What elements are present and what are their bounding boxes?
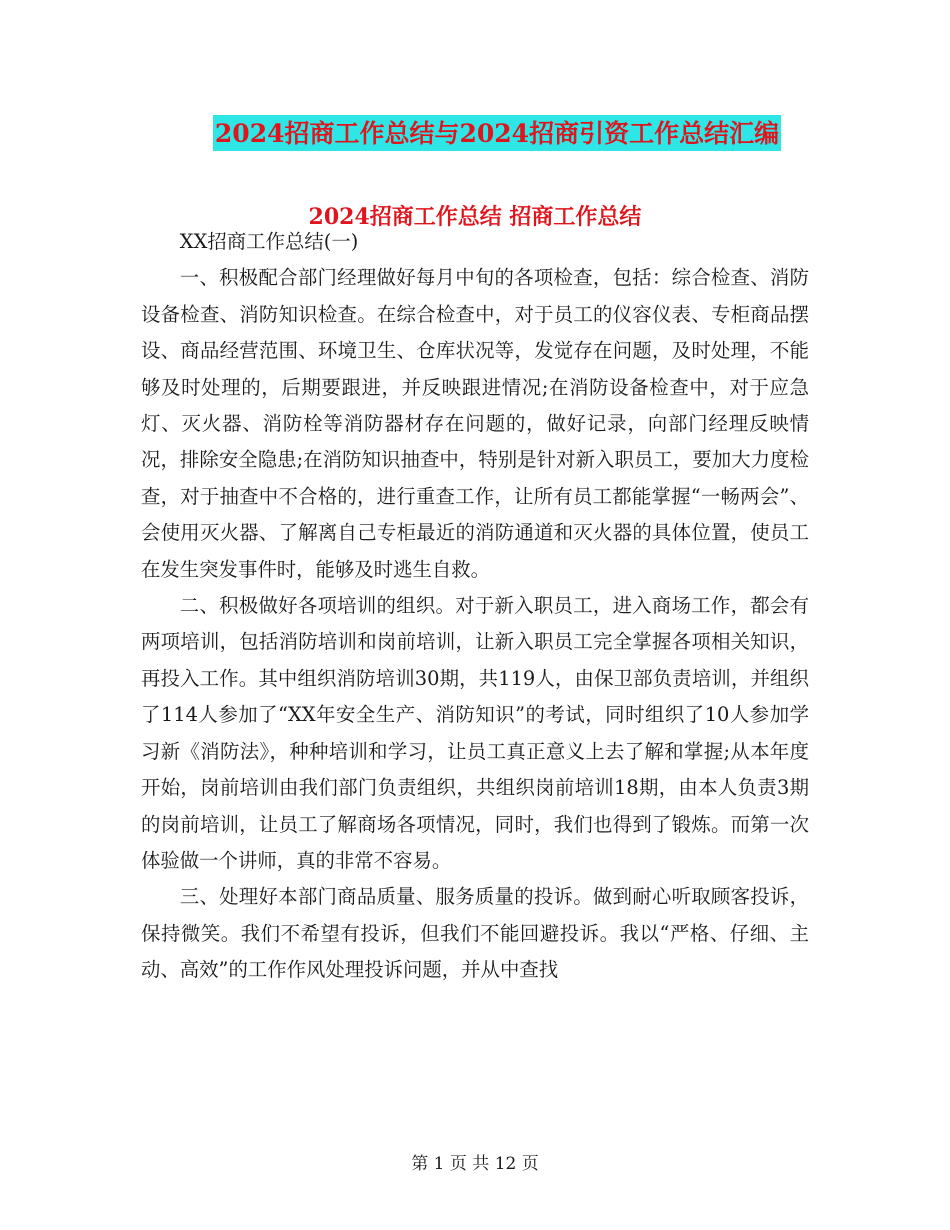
paragraph-3: 三、处理好本部门商品质量、服务质量的投诉。做到耐心听取顾客投诉，保持微笑。我们不希望有投诉，但我们不能回避投诉。我以“严格、仔细、主动、高效”的工作作风处理投诉问题，并从中查找 — [141, 885, 809, 982]
paragraph-heading: XX招商工作总结(一) — [179, 230, 359, 253]
paragraph-2: 二、积极做好各项培训的组织。对于新入职员工，进入商场工作，都会有两项培训，包括消防培训和岗前培训，让新入职员工完全掌握各项相关知识，再投入工作。其中组织消防培训30期，共119人，由保卫部负责培训，并组织了114人参加了“XX年安全生产、消防知识”的考试，同时组织了10人参加学习新《消防法》，种种培训和学习，让员工真正意义上去了解和掌握;从本年度开始，岗前培训由我们部门负责组织，共组织岗前培训18期，由本人负责3期的岗前培训，让员工了解商场各项情况，同时，我们也得到了锻炼。而第一次体验做一个讲师，真的非常不容易。 — [141, 594, 809, 872]
body-text — [141, 224, 809, 989]
paragraph-1: 一、积极配合部门经理做好每月中旬的各项检查，包括：综合检查、消防设备检查、消防知识检查。在综合检查中，对于员工的仪容仪表、专柜商品摆设、商品经营范围、环境卫生、仓库状况等，发觉存在问题，及时处理，不能够及时处理的，后期要跟进，并反映跟进情况;在消防设备检查中，对于应急灯、灭火器、消防栓等消防器材存在问题的，做好记录，向部门经理反映情况，排除安全隐患;在消防知识抽查中，特别是针对新入职员工，要加大力度检查，对于抽查中不合格的，进行重查工作，让所有员工都能掌握“一畅两会”、会使用灭火器、了解离自己专柜最近的消防通道和灭火器的具体位置，使员工在发生突发事件时，能够及时逃生自救。 — [141, 266, 809, 581]
sub-title: 2024招商工作总结 招商工作总结 — [308, 204, 642, 230]
page-number-footer: 第 1 页 共 12 页 — [411, 1154, 539, 1174]
main-title — [0, 112, 950, 151]
main-title-text: 2024招商工作总结与2024招商引资工作总结汇编 — [213, 115, 781, 151]
